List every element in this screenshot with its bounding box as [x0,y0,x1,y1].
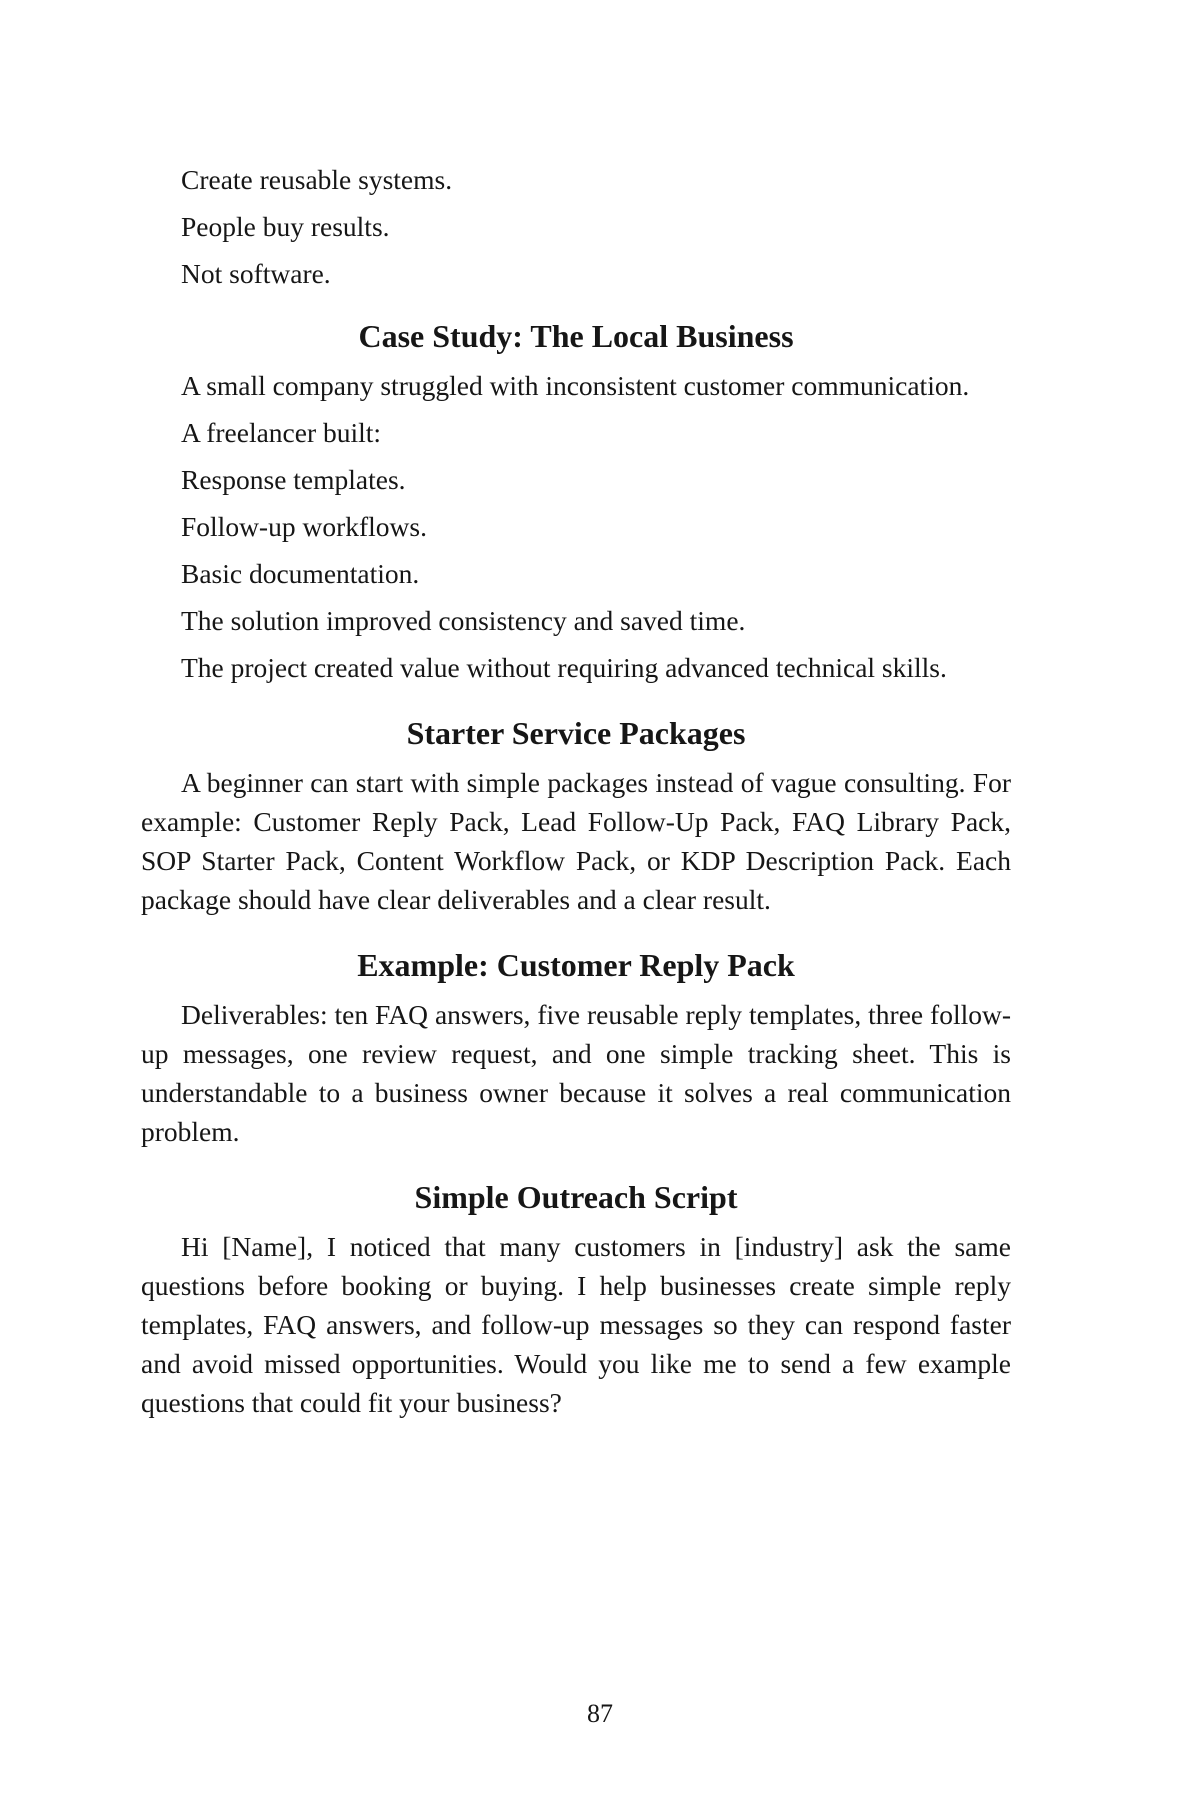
example-pack-heading: Example: Customer Reply Pack [357,947,795,983]
case-study-paragraph: A freelancer built: [181,417,382,448]
case-study-paragraph: Response templates. [181,464,406,495]
page-number: 87 [587,1699,613,1728]
intro-line: Not software. [181,258,331,289]
intro-line: Create reusable systems. [181,164,453,195]
outreach-paragraph: Hi [Name], I noticed that many customers in [industry] ask the same questions before booking or buying. I help businesses create simple reply templates, FAQ answers, and follow-up messages so they can respond faster and avoid missed opportunities. Would you like me to send a few example questions that could fit your business? [141,1231,1011,1418]
page-body [141,160,1011,1422]
starter-packages-paragraph: A beginner can start with simple packages instead of vague consulting. For example: Customer Reply Pack, Lead Follow-Up Pack, FAQ Library Pack, SOP Starter Pack, Content Workflow Pack, or KDP Description Pack. Each package should have clear deliverables and a clear result. [141,767,1011,915]
case-study-paragraph: Follow-up workflows. [181,511,427,542]
intro-lines [141,160,1011,293]
case-study-paragraph: Basic documentation. [181,558,420,589]
case-study-paragraph: A small company struggled with inconsistent customer communication. [181,370,970,401]
example-pack-paragraph: Deliverables: ten FAQ answers, five reusable reply templates, three follow-up messages, one review request, and one simple tracking sheet. This is understandable to a business owner because it solves a real communication problem. [141,999,1011,1147]
case-study-heading: Case Study: The Local Business [358,318,794,354]
case-study-paragraph: The project created value without requiring advanced technical skills. [181,652,947,683]
case-study-paragraph: The solution improved consistency and saved time. [181,605,746,636]
outreach-heading: Simple Outreach Script [414,1179,738,1215]
starter-packages-heading: Starter Service Packages [406,715,746,751]
intro-line: People buy results. [181,211,390,242]
